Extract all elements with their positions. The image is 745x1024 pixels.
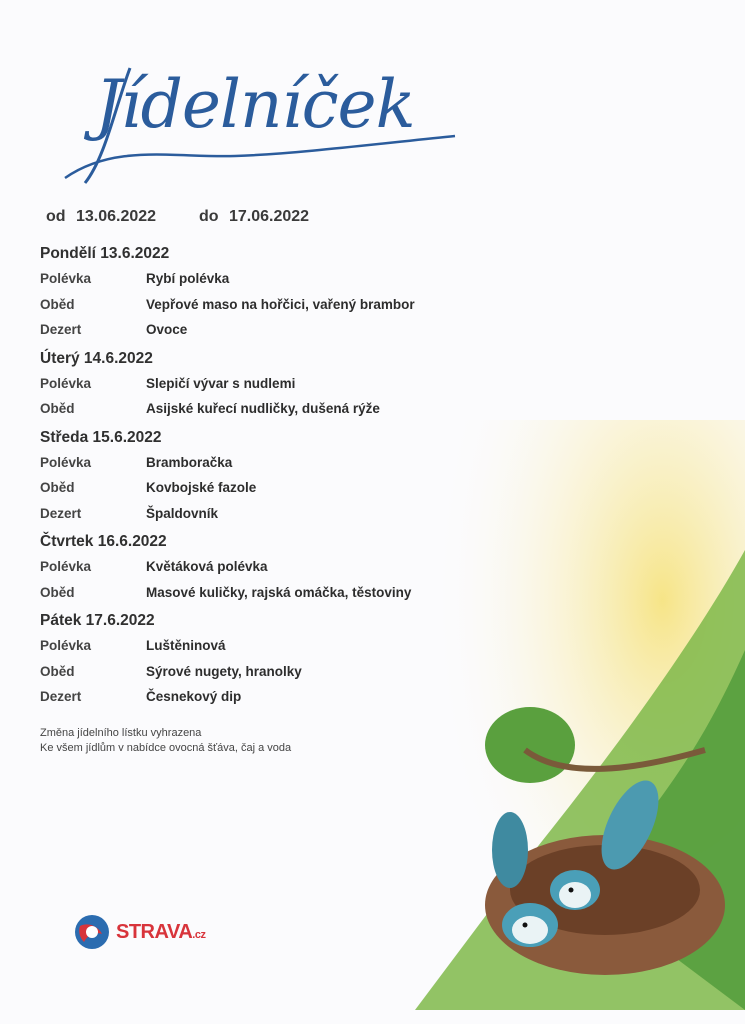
day-block xyxy=(40,243,500,345)
day-title: Čtvrtek 16.6.2022 xyxy=(40,533,167,550)
dish-name: Vepřové maso na hořčici, vařený brambor xyxy=(146,296,415,312)
range-to: 17.06.2022 xyxy=(228,208,310,225)
dish-name: Slepičí vývar s nudlemi xyxy=(146,375,296,391)
bird-wing xyxy=(492,812,528,888)
menu-row xyxy=(40,319,500,345)
dish-name: Ovoce xyxy=(146,322,188,337)
course-label: Polévka xyxy=(40,375,92,391)
course-label: Oběd xyxy=(40,480,75,495)
logo-name: STRAVA xyxy=(116,920,193,943)
day-block xyxy=(40,348,500,424)
logo-suffix: .cz xyxy=(192,928,206,941)
dish-name: Špaldovník xyxy=(146,505,219,521)
menu-row xyxy=(40,373,500,399)
dish-name: Kovbojské fazole xyxy=(146,480,257,495)
day-title: Pondělí 13.6.2022 xyxy=(40,245,170,262)
date-range xyxy=(46,208,315,226)
dish-name: Asijské kuřecí nudličky, dušená rýže xyxy=(146,401,380,416)
bird-face xyxy=(512,916,548,944)
course-label: Polévka xyxy=(40,454,92,470)
course-label: Oběd xyxy=(40,584,75,600)
course-label: Polévka xyxy=(40,559,92,574)
dish-name: Bramboračka xyxy=(146,454,233,470)
course-label: Dezert xyxy=(40,322,82,337)
course-label: Polévka xyxy=(40,638,92,653)
bird-eye xyxy=(523,923,528,928)
course-label: Dezert xyxy=(40,689,82,704)
dish-name: Rybí polévka xyxy=(146,271,230,286)
dish-name: Česnekový dip xyxy=(146,689,242,704)
dish-name: Sýrové nugety, hranolky xyxy=(146,663,302,679)
day-title: Středa 15.6.2022 xyxy=(40,428,162,446)
logo-text xyxy=(116,921,205,944)
page-title: Jídelníček xyxy=(95,66,415,143)
note-line: Změna jídelního lístku vyhrazena xyxy=(40,727,202,739)
bird-eye xyxy=(569,888,574,893)
range-from: 13.06.2022 xyxy=(76,208,157,225)
day-title: Pátek 17.6.2022 xyxy=(40,612,155,629)
menu-title xyxy=(55,48,475,198)
note-line: Ke všem jídlům v nabídce ovocná šťáva, čaj a voda xyxy=(40,742,292,754)
birds-in-nest-illustration xyxy=(415,420,745,1020)
course-label: Dezert xyxy=(40,505,82,521)
course-label: Oběd xyxy=(40,296,75,312)
range-from-label: od xyxy=(46,208,66,225)
dish-name: Květáková polévka xyxy=(146,559,268,574)
dish-name: Masové kuličky, rajská omáčka, těstoviny xyxy=(146,584,412,600)
menu-row xyxy=(40,268,500,294)
tree-canopy xyxy=(485,707,575,783)
strava-logo-icon xyxy=(72,912,112,952)
course-label: Oběd xyxy=(40,663,75,679)
day-title: Úterý 14.6.2022 xyxy=(40,349,153,367)
dish-name: Luštěninová xyxy=(146,638,226,653)
range-to-label: do xyxy=(198,208,219,225)
strava-logo xyxy=(72,912,205,952)
course-label: Polévka xyxy=(40,271,92,286)
menu-notes xyxy=(40,726,291,756)
menu-row xyxy=(40,294,500,320)
course-label: Oběd xyxy=(40,401,75,416)
bird-face xyxy=(559,882,591,908)
